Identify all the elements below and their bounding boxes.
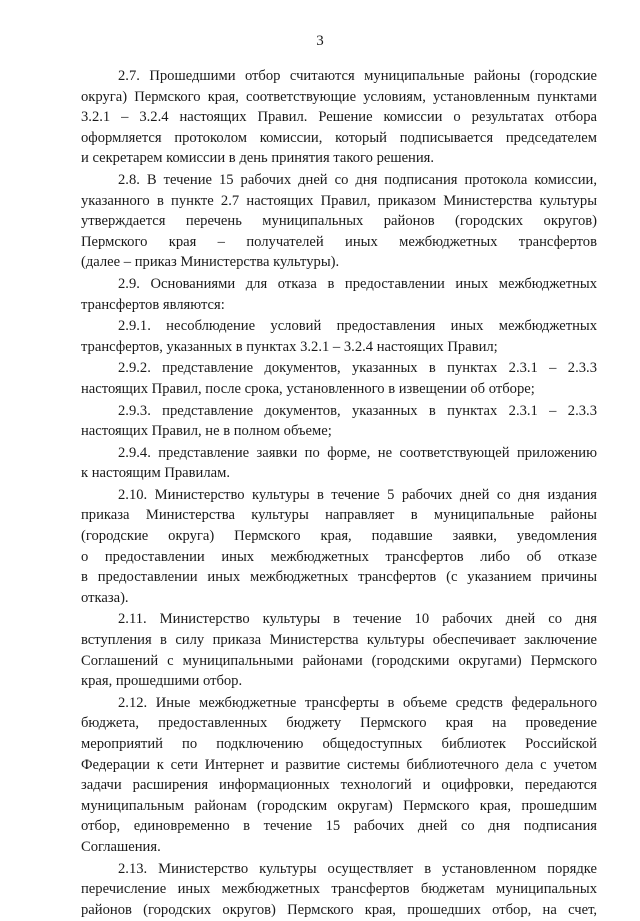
text-line: мероприятий по подключению общедоступных библиотек Российской xyxy=(81,736,597,752)
text-line: к настоящим Правилам. xyxy=(81,465,231,482)
text-line: задачи расширения информационных технологий и оцифровки, передаются xyxy=(81,777,597,794)
text-line: 2.13. Министерство культуры осуществляет в установленном порядке xyxy=(118,860,597,877)
text-line: Соглашения. xyxy=(81,838,161,855)
paragraph-2-9 xyxy=(81,274,597,315)
text-line: 3.2.1 – 3.2.4 настоящих Правил. Решение комиссии о результатах отбора xyxy=(81,109,597,126)
document-body xyxy=(81,66,597,921)
text-line: (городские округа) Пермского края, подавшие заявки, уведомления xyxy=(81,528,597,545)
paragraph-2-9-4 xyxy=(81,443,597,484)
text-line: настоящих Правил, не в полном объеме; xyxy=(81,423,332,440)
text-line: трансфертов являются: xyxy=(81,296,225,313)
text-line: отбор, единовременно в течение 15 рабочих дней со дня подписания xyxy=(81,818,597,835)
text-line: Соглашений с муниципальными районами (городскими округами) Пермского xyxy=(81,652,597,669)
text-line: 2.11. Министерство культуры в течение 10 рабочих дней со дня xyxy=(118,611,597,628)
text-line: перечисление иных межбюджетных трансфертов бюджетам муниципальных xyxy=(81,881,597,898)
text-line: отказа). xyxy=(81,589,129,606)
paragraph-2-13 xyxy=(81,859,597,921)
paragraph-2-9-2 xyxy=(81,358,597,399)
paragraph-2-7 xyxy=(81,66,597,169)
text-line: указанного в пункте 2.7 настоящих Правил, приказом Министерства культуры xyxy=(81,192,597,209)
text-line: 2.9.3. представление документов, указанных в пунктах 2.3.1 – 2.3.3 xyxy=(118,402,597,419)
paragraph-2-9-3 xyxy=(81,401,597,442)
text-line: настоящих Правил, после срока, установленного в извещении об отборе; xyxy=(81,380,535,397)
text-line: 2.9.2. представление документов, указанных в пунктах 2.3.1 – 2.3.3 xyxy=(118,360,597,377)
text-line: и секретарем комиссии в день принятия такого решения. xyxy=(81,150,435,167)
text-line: оформляется протоколом комиссии, который подписывается председателем xyxy=(81,129,597,146)
text-line: вступления в силу приказа Министерства культуры обеспечивает заключение xyxy=(81,632,597,649)
text-line: трансфертов, указанных в пунктах 3.2.1 – 3.2.4 настоящих Правил; xyxy=(81,338,498,355)
text-line: 2.9.4. представление заявки по форме, не соответствующей приложению xyxy=(118,444,597,461)
text-line: в предоставлении иных межбюджетных трансфертов (с указанием причины xyxy=(81,569,597,586)
paragraph-2-9-1 xyxy=(81,316,597,357)
paragraph-2-12 xyxy=(81,693,597,858)
text-line: районов (городских округов) Пермского края, прошедших отбор, на счет, xyxy=(81,901,597,918)
text-line: 2.7. Прошедшими отбор считаются муниципальные районы (городские xyxy=(118,68,597,84)
text-line: 2.9.1. несоблюдение условий предоставления иных межбюджетных xyxy=(118,318,597,335)
paragraph-2-10 xyxy=(81,485,597,609)
text-line: приказа Министерства культуры направляет в муниципальные районы xyxy=(81,507,597,524)
text-line: Федерации к сети Интернет и развитие системы библиотечного дела с учетом xyxy=(81,756,597,773)
text-line: округа) Пермского края, соответствующие условиям, установленным пунктами xyxy=(81,88,597,105)
text-line: утверждается перечень муниципальных районов (городских округов) xyxy=(81,213,597,230)
text-line: края, прошедшими отбор. xyxy=(81,673,243,690)
text-line: 2.12. Иные межбюджетные трансферты в объеме средств федерального xyxy=(118,694,597,711)
text-line: муниципальным районам (городским округам) Пермского края, прошедшим xyxy=(81,797,597,814)
page-number: 3 xyxy=(316,33,324,49)
text-line: (далее – приказ Министерства культуры). xyxy=(81,254,340,271)
text-line: 2.9. Основаниями для отказа в предоставлении иных межбюджетных xyxy=(118,275,597,292)
paragraph-2-8 xyxy=(81,170,597,273)
text-line: бюджета, предоставленных бюджету Пермского края на проведение xyxy=(81,715,597,732)
text-line: Пермского края – получателей иных межбюджетных трансфертов xyxy=(81,233,597,250)
text-line: 2.8. В течение 15 рабочих дней со дня подписания протокола комиссии, xyxy=(118,171,597,188)
paragraph-2-11 xyxy=(81,609,597,691)
text-line: о предоставлении иных межбюджетных трансфертов либо об отказе xyxy=(81,548,597,565)
text-line: 2.10. Министерство культуры в течение 5 рабочих дней со дня издания xyxy=(118,486,597,503)
